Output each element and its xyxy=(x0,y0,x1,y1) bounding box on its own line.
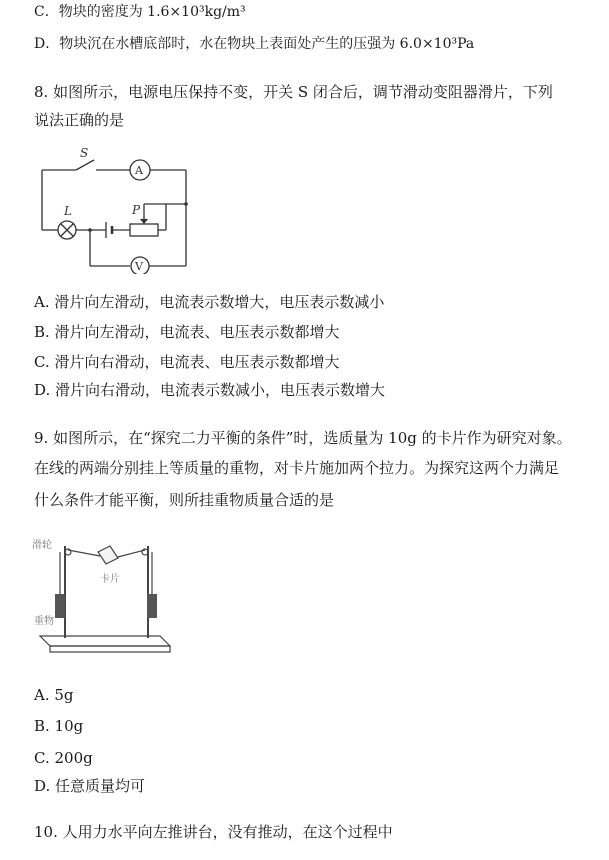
q9-stem-line1: 9. 如图所示，在“探究二力平衡的条件”时，选质量为 10g 的卡片作为研究对象。 xyxy=(34,429,572,447)
q9-option-b: B. 10g xyxy=(34,717,84,735)
q9-option-d: D. 任意质量均可 xyxy=(34,777,146,795)
junction-dot xyxy=(88,228,92,232)
q9-option-a: A. 5g xyxy=(34,686,74,704)
q8-stem-line1: 8. 如图所示，电源电压保持不变，开关 S 闭合后，调节滑动变阻器滑片，下列 xyxy=(34,83,553,101)
string-right xyxy=(114,550,145,558)
q8-option-c: C. 滑片向右滑动，电流表、电压表示数都增大 xyxy=(34,353,340,371)
rheostat-symbol xyxy=(130,224,158,236)
q8-option-a: A. 滑片向左滑动，电流表示数增大，电压表示数减小 xyxy=(34,293,385,311)
label-s: S xyxy=(80,146,89,160)
junction-dot-right xyxy=(184,202,188,206)
q8-option-b: B. 滑片向左滑动，电流表、电压表示数都增大 xyxy=(34,323,340,341)
left-weight xyxy=(55,594,65,618)
base-board xyxy=(40,636,170,646)
label-l: L xyxy=(64,204,72,218)
q9-option-c: C. 200g xyxy=(34,749,93,767)
q10-stem-line1: 10. 人用力水平向左推讲台，没有推动，在这个过程中 xyxy=(34,823,393,841)
q7-option-c: C．物块的密度为 1.6×10³kg/m³ xyxy=(34,4,246,20)
label-a: A xyxy=(135,164,143,177)
q8-option-d: D. 滑片向右滑动，电流表示数减小，电压表示数增大 xyxy=(34,381,386,399)
apparatus-svg xyxy=(30,528,180,663)
base-front xyxy=(50,646,170,652)
q7-option-d: D．物块沉在水槽底部时，水在物块上表面处产生的压强为 6.0×10³Pa xyxy=(34,36,475,52)
card-shape xyxy=(98,546,118,564)
q9-stem-line3: 什么条件才能平衡，则所挂重物质量合适的是 xyxy=(34,491,335,509)
label-weight: 重物 xyxy=(34,616,54,627)
circuit-svg xyxy=(34,144,194,274)
right-weight xyxy=(147,594,157,618)
label-pulley: 滑轮 xyxy=(32,540,52,551)
q8-stem-line2: 说法正确的是 xyxy=(34,111,125,129)
label-p: P xyxy=(132,203,141,217)
slider-arrow-head xyxy=(140,219,148,224)
q9-stem-line2: 在线的两端分别挂上等质量的重物，对卡片施加两个拉力。为探究这两个力满足 xyxy=(34,459,560,477)
q9-apparatus-figure xyxy=(30,528,180,663)
switch-blade xyxy=(76,160,94,170)
label-v: V xyxy=(135,260,143,273)
string-left xyxy=(68,550,100,556)
q8-circuit-diagram xyxy=(34,144,194,274)
label-card: 卡片 xyxy=(100,574,120,585)
